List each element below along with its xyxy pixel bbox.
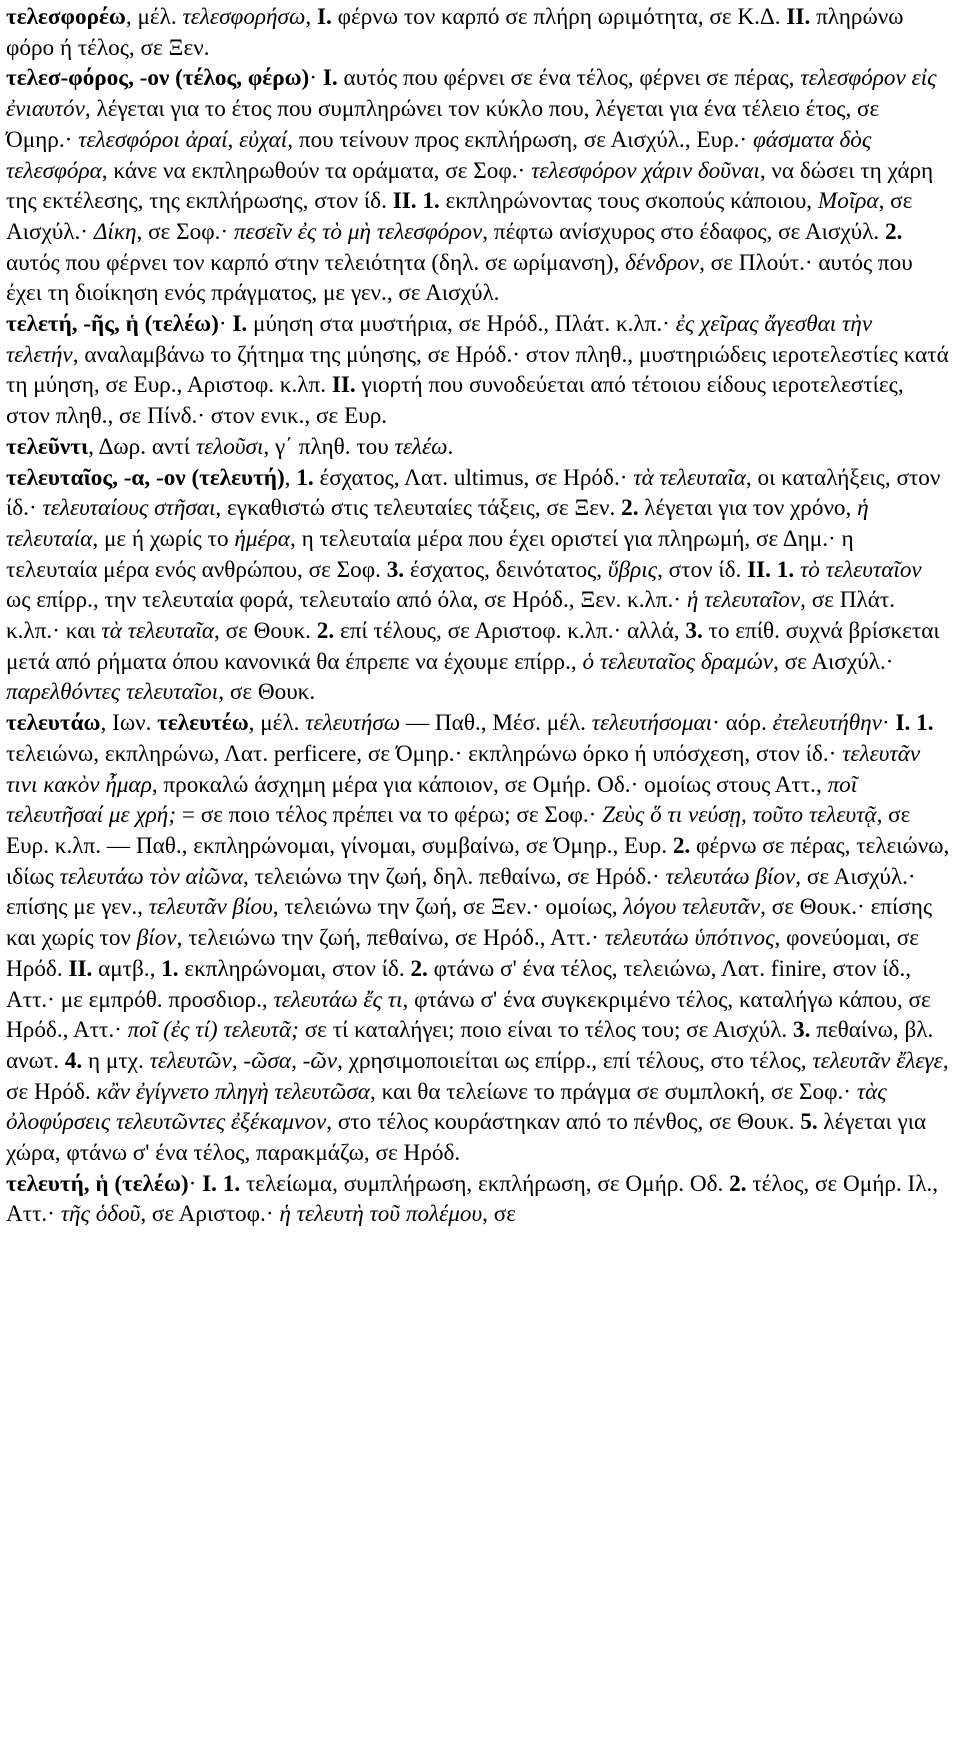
greek-citation: ἡμέρα (234, 525, 290, 552)
entry-text: , σε (482, 1201, 516, 1228)
greek-citation: Ζεὺς ὅ τι νεύσῃ, τοῦτο τελευτᾷ (602, 802, 877, 829)
sense-number: 3. (685, 618, 703, 645)
entry-text: , τελειώνω την ζωή, σε Ξεν.· ομοίως, (272, 894, 624, 921)
sense-number: I. (322, 65, 338, 92)
sense-number: 2. (316, 618, 335, 645)
entry-text: τέλος, σε Ομήρ. Ιλ., Αττ.· (6, 1170, 939, 1228)
entry-text: φέρνω τον καρπό σε πλήρη ωριμότητα, σε Κ.Δ. (331, 4, 787, 30)
greek-citation: ἐς χεῖρας ἄγεσθαι τὴν τελετήν (6, 311, 873, 368)
greek-citation: τελεσφορήσω (182, 4, 306, 30)
entry-text: = σε ποιο τέλος πρέπει να το φέρω; σε Σοφ.· (176, 802, 603, 829)
greek-citation: τελευτάω ὑπότινος (604, 925, 775, 952)
greek-citation: ὕβρις (607, 556, 658, 583)
entry-text: ως επίρρ., την τελευταία φορά, τελευταίο από όλα, σε Ηρόδ., Ξεν. κ.λπ.· (6, 587, 687, 614)
entry-text: φτάνω σ' ένα τέλος, τελειώνω, Λατ. finire, στον ίδ., Αττ.· με εμπρόθ. προσδιορ., (6, 955, 912, 1013)
entry-text: , σε Αισχύλ.· επίσης με γεν., (6, 863, 916, 921)
greek-citation: τελεσφόροι ἀραί, εὐχαί (78, 126, 288, 153)
dictionary-entry (6, 463, 950, 709)
dictionary-entries (6, 2, 950, 1230)
sense-number: 2. (729, 1170, 747, 1197)
entry-text: — Παθ., Μέσ. μέλ. (400, 710, 592, 737)
sense-number: 3. (386, 556, 405, 583)
dictionary-entry (6, 63, 950, 309)
entry-text: , σε Ευρ. κ.λπ. — Παθ., εκπληρώνομαι, γίνομαι, συμβαίνω, σε Όμηρ., Ευρ. (6, 802, 911, 859)
entry-text: , και θα τελείωνε το πράγμα σε συμπλοκή, σε Σοφ.· (369, 1078, 857, 1105)
entry-text: πεθαίνω, βλ. ανωτ. (6, 1017, 934, 1074)
entry-text: , αναλαμβάνω το ζήτημα της μύησης, σε Ηρόδ.· στον πληθ., μυστηριώδεις ιεροτελεστίες κατά τη μύηση, σε Ευρ., Αριστοφ. κ.λπ. (6, 341, 949, 399)
entry-text: , σε Θουκ. (218, 679, 316, 706)
entry-text: , γ΄ πληθ. του (263, 433, 395, 460)
entry-text: , κάνε να εκπληρωθούν τα οράματα, σε Σοφ.· (101, 157, 532, 184)
entry-text: , σε Πλούτ.· αυτός που έχει τη διοίκηση ενός πράγματος, με γεν., σε Αισχύλ. (6, 249, 913, 307)
entry-text: έσχατος, Λατ. ultimus, σε Ηρόδ.· (313, 464, 634, 491)
sense-number: 3. (793, 1017, 811, 1044)
entry-text: τελείωμα, συμπλήρωση, εκπλήρωση, σε Ομήρ. Οδ. (240, 1170, 730, 1197)
entry-text: , Ιων. (100, 710, 158, 737)
dictionary-entry (6, 432, 950, 463)
sense-number: 1. (161, 955, 179, 982)
greek-citation: τελεσφόρον εἰς ἐνιαυτόν (6, 65, 937, 123)
entry-text: , (284, 464, 297, 491)
entry-text: , που τείνουν προς εκπλήρωση, σε Αισχύλ., Ευρ.· (287, 126, 753, 153)
entry-text: , στο τέλος κουράστηκαν από το πένθος, σε Θουκ. (326, 1109, 801, 1136)
sense-number: II. (331, 372, 356, 399)
headword: τελευτή, ἡ (τελέω) (6, 1170, 189, 1197)
entry-text: · (881, 710, 896, 737)
sense-number: II. (68, 955, 93, 982)
headword: τελευτέω (157, 710, 249, 737)
dictionary-entry (6, 309, 950, 432)
entry-text: , με ή χωρίς το (92, 525, 235, 552)
entry-text: πληρώνω φόρο ή τέλος, σε Ξεν. (6, 4, 904, 61)
sense-number: 1. (296, 464, 314, 491)
entry-text: τελειώνω, εκπληρώνω, Λατ. perficere, σε Όμηρ.· εκπληρώνω όρκο ή υπόσχεση, στον ίδ.· (6, 740, 843, 767)
greek-citation: ἡ τελευτὴ τοῦ πολέμου (279, 1201, 483, 1228)
greek-citation: βίον (136, 925, 177, 952)
entry-text: . (447, 433, 454, 460)
entry-text: η μτχ. (82, 1047, 150, 1074)
entry-text: · (309, 65, 323, 92)
headword: τελεσφορέω (6, 4, 126, 30)
entry-text: , μέλ. (125, 4, 183, 30)
entry-text: , η τελευταία μέρα που έχει οριστεί για πληρωμή, σε Δημ.· η τελευταία μέρα ενός ανθρώπου, σε Σοφ. (6, 525, 854, 583)
entry-text: , φτάνω σ' ένα συγκεκριμένο τέλος, καταλήγω κάπου, σε Ηρόδ., Αττ.· (6, 986, 931, 1044)
greek-citation: ἐτελευτήθην (772, 710, 882, 737)
sense-number: II. 1. (747, 556, 795, 583)
sense-number: 2. (672, 832, 691, 859)
sense-number: 2. (410, 955, 428, 982)
entry-text: αυτός που φέρνει τον καρπό στην τελειότητα (δηλ. σε ωρίμανση), (6, 249, 626, 276)
entry-text: , λέγεται για το έτος που συμπληρώνει τον κύκλο που, λέγεται για ένα τέλειο έτος, σε Όμηρ.· (6, 96, 880, 153)
greek-citation: ἡ τελευταία (6, 495, 869, 552)
greek-citation: τελευτᾶν ἔλεγε (812, 1047, 943, 1074)
entry-text: , οι καταλήξεις, στον ίδ.· (6, 464, 941, 522)
greek-citation: Δίκη (93, 218, 137, 245)
headword: τελευταῖος, -α, -ον (τελευτή) (6, 464, 285, 491)
entry-text: , να δώσει τη χάρη της εκτέλεσης, της εκπλήρωσης, στον ίδ. (6, 157, 934, 215)
entry-text: , Δωρ. αντί (88, 433, 196, 460)
greek-citation: τελευτάω τὸν αἰῶνα (59, 863, 243, 890)
greek-citation: ποῖ τελευτῆσαί με χρή; (6, 771, 858, 829)
entry-text: , προκαλώ άσχημη μέρα για κάποιον, σε Ομήρ. Οδ.· ομοίως στους Αττ., (151, 771, 828, 798)
dictionary-entry (6, 1169, 950, 1230)
greek-citation: τελευτᾶν βίου (148, 894, 273, 921)
entry-text: , σε Σοφ.· (136, 218, 234, 245)
greek-citation: τὰ τελευταῖα (633, 464, 746, 491)
greek-citation: τὰ τελευταῖα (101, 618, 215, 645)
sense-number: 5. (800, 1109, 818, 1136)
greek-citation: φάσματα δὸς τελεσφόρα (6, 126, 872, 184)
greek-citation: ἡ τελευταῖον (686, 587, 801, 614)
entry-text: , εγκαθιστώ στις τελευταίες τάξεις, σε Ξεν. (215, 495, 622, 522)
greek-citation: τελευταίους στῆσαι (42, 495, 216, 522)
entry-text: λέγεται για χώρα, φτάνω σ' ένα τέλος, παρακμάζω, σε Ηρόδ. (6, 1109, 927, 1167)
entry-text: έσχατος, δεινότατος, (404, 556, 608, 583)
entry-text: εκπληρώνοντας τους σκοπούς κάποιου, (439, 188, 818, 215)
sense-number: 4. (64, 1047, 83, 1074)
greek-citation: τῆς ὁδοῦ (60, 1201, 141, 1228)
greek-citation: τελευτάω ἔς τι (273, 986, 403, 1013)
greek-citation: τελευτήσομαι (591, 710, 713, 737)
entry-text: , στον ίδ. (657, 556, 748, 583)
sense-number: II. 1. (392, 188, 440, 215)
greek-citation: τὸ τελευταῖον (799, 556, 922, 583)
entry-text: , χρησιμοποιείται ως επίρρ., επί τέλους, στο τέλος, (337, 1047, 813, 1074)
entry-text: αυτός που φέρνει σε ένα τέλος, φέρνει σε πέρας, (337, 65, 801, 92)
greek-citation: τελευτήσω (305, 710, 401, 737)
greek-citation: ὁ τελευταῖος δραμών (582, 648, 774, 675)
greek-citation: τελευτῶν, -ῶσα, -ῶν (149, 1047, 338, 1074)
greek-citation: τελοῦσι (195, 433, 264, 460)
sense-number: 2. (621, 495, 639, 522)
sense-number: II. (786, 4, 811, 30)
headword: τελετή, -ῆς, ἡ (τελέω) (6, 311, 219, 338)
entry-text: , σε Αριστοφ.· (140, 1201, 280, 1228)
sense-number: I. (316, 4, 332, 30)
dictionary-entry (6, 708, 950, 1169)
dictionary-entry (6, 2, 950, 63)
entry-text: σε τί καταλήγει; ποιο είναι το τέλος του; σε Αισχύλ. (298, 1017, 794, 1044)
entry-text: , μέλ. (248, 710, 306, 737)
entry-text: , σε Αισχύλ.· (773, 648, 894, 675)
entry-text: · (218, 311, 233, 338)
headword: τελευτάω (6, 710, 101, 737)
entry-text: λέγεται για τον χρόνο, (638, 495, 858, 522)
sense-number: I. (232, 311, 248, 338)
sense-number: I. 1. (895, 710, 934, 737)
entry-text: , σε Θουκ. (214, 618, 317, 645)
entry-text: , τελειώνω την ζωή, πεθαίνω, σε Ηρόδ., Αττ.· (176, 925, 605, 952)
greek-citation: τελευτᾶν τινι κακὸν ἦμαρ (6, 740, 921, 798)
entry-text: , (305, 4, 317, 30)
entry-text: , πέφτω ανίσχυρος στο έδαφος, σε Αισχύλ. (482, 218, 885, 245)
greek-citation: τελεσφόρον χάριν δοῦναι (531, 157, 760, 184)
entry-text: , σε Αισχύλ.· (6, 188, 913, 245)
entry-text: γιορτή που συνοδεύεται από τέτοιου είδους ιεροτελεστίες, στον πληθ., σε Πίνδ.· στον ενικ., σε Ευρ. (6, 372, 904, 430)
greek-citation: λόγου τελευτᾶν (623, 894, 761, 921)
headword: τελεσ-φόρος, -ον (τέλος, φέρω) (6, 65, 310, 92)
entry-text: , τελειώνω την ζωή, δηλ. πεθαίνω, σε Ηρόδ.· (242, 863, 666, 890)
entry-text: , σε Θουκ.· επίσης και χωρίς τον (6, 894, 933, 952)
entry-text: , σε Πλάτ. κ.λπ.· και (6, 587, 896, 645)
sense-number: I. 1. (202, 1170, 241, 1197)
entry-text: επί τέλους, σε Αριστοφ. κ.λπ.· αλλά, (334, 618, 686, 645)
greek-citation: κἂν ἐγίγνετο πληγὴ τελευτῶσα (96, 1078, 370, 1105)
entry-text: εκπληρώνομαι, στον ίδ. (178, 955, 411, 982)
greek-citation: πεσεῖν ἐς τὸ μὴ τελεσφόρον (233, 218, 483, 245)
greek-citation: τελευτάω βίον (665, 863, 796, 890)
greek-citation: Μοῖρα (817, 188, 879, 215)
headword: τελεῦντι (6, 433, 89, 460)
entry-text: το επίθ. συχνά βρίσκεται μετά από ρήματα όπου κανονικά θα έπρεπε να έχουμε επίρρ., (6, 618, 940, 675)
entry-text: , σε Ηρόδ. (6, 1047, 949, 1105)
greek-citation: ποῖ (ἐς τί) τελευτᾶ; (127, 1017, 299, 1044)
greek-citation: δένδρον (625, 249, 700, 276)
entry-text: · (188, 1170, 203, 1197)
greek-citation: τὰς ὀλοφύρσεις τελευτῶντες ἐξέκαμνον (6, 1078, 887, 1136)
sense-number: 2. (884, 218, 903, 245)
entry-text: μύηση στα μυστήρια, σε Ηρόδ., Πλάτ. κ.λπ.· (247, 311, 676, 338)
entry-text: , φονεύομαι, σε Ηρόδ. (6, 925, 920, 982)
greek-citation: παρελθόντες τελευταῖοι (6, 679, 219, 706)
entry-text: · αόρ. (712, 710, 773, 737)
greek-citation: τελέω (394, 433, 448, 460)
entry-text: αμτβ., (92, 955, 162, 982)
entry-text: φέρνω σε πέρας, τελειώνω, ιδίως (6, 832, 950, 890)
